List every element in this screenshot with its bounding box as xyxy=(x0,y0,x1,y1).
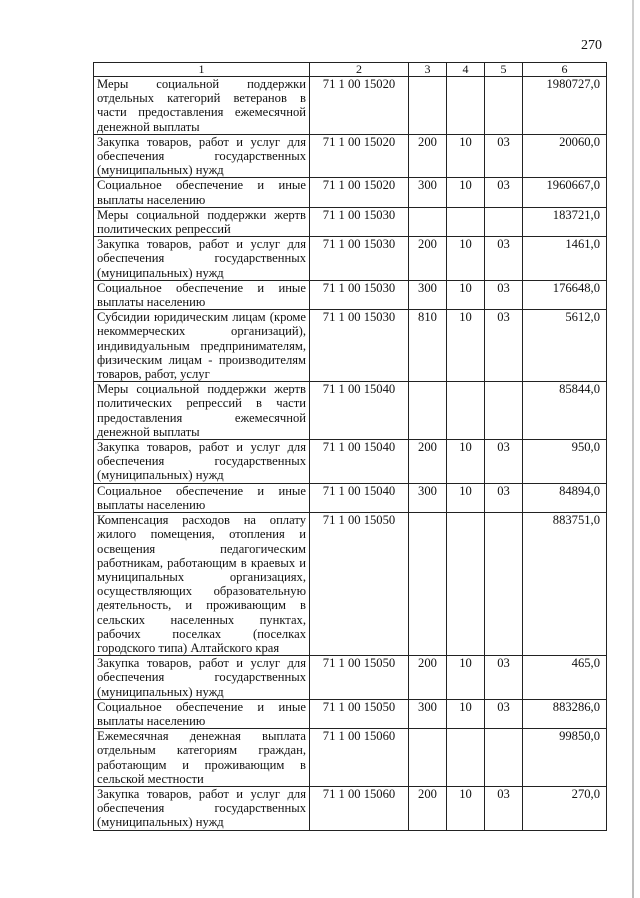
section-cell: 10 xyxy=(447,656,485,700)
target-code-cell: 71 1 00 15050 xyxy=(310,699,409,728)
expense-type-cell xyxy=(409,207,447,236)
target-code-cell: 71 1 00 15060 xyxy=(310,729,409,787)
section-cell xyxy=(447,382,485,440)
expense-type-cell: 300 xyxy=(409,699,447,728)
subsection-cell: 03 xyxy=(485,237,523,281)
page-number: 270 xyxy=(581,38,602,53)
target-code-cell: 71 1 00 15030 xyxy=(310,280,409,309)
section-cell: 10 xyxy=(447,178,485,207)
expense-type-cell: 200 xyxy=(409,237,447,281)
header-col-5: 5 xyxy=(485,63,523,77)
budget-table xyxy=(93,62,607,831)
target-code-cell: 71 1 00 15040 xyxy=(310,483,409,512)
section-cell: 10 xyxy=(447,134,485,178)
subsection-cell: 03 xyxy=(485,310,523,382)
amount-cell: 20060,0 xyxy=(523,134,607,178)
section-cell: 10 xyxy=(447,440,485,484)
target-code-cell: 71 1 00 15020 xyxy=(310,77,409,135)
target-code-cell: 71 1 00 15040 xyxy=(310,440,409,484)
subsection-cell xyxy=(485,382,523,440)
expense-name-cell: Социальное обеспечение и иные выплаты населению xyxy=(94,280,310,309)
table-row xyxy=(94,77,607,135)
table-row xyxy=(94,656,607,700)
table-header xyxy=(94,63,607,77)
table-row xyxy=(94,786,607,830)
table-row xyxy=(94,513,607,656)
section-cell: 10 xyxy=(447,699,485,728)
amount-cell: 950,0 xyxy=(523,440,607,484)
amount-cell: 5612,0 xyxy=(523,310,607,382)
table-body xyxy=(94,77,607,831)
expense-name-cell: Меры социальной поддержки жертв политических репрессий в части предоставления ежемесячной денежной выплаты xyxy=(94,382,310,440)
expense-type-cell xyxy=(409,77,447,135)
target-code-cell: 71 1 00 15030 xyxy=(310,237,409,281)
table-row xyxy=(94,382,607,440)
subsection-cell: 03 xyxy=(485,656,523,700)
amount-cell: 1960667,0 xyxy=(523,178,607,207)
expense-type-cell: 200 xyxy=(409,786,447,830)
table-row xyxy=(94,310,607,382)
expense-type-cell: 810 xyxy=(409,310,447,382)
section-cell: 10 xyxy=(447,786,485,830)
expense-name-cell: Социальное обеспечение и иные выплаты населению xyxy=(94,483,310,512)
expense-name-cell: Закупка товаров, работ и услуг для обеспечения государственных (муниципальных) нужд xyxy=(94,656,310,700)
subsection-cell xyxy=(485,207,523,236)
amount-cell: 270,0 xyxy=(523,786,607,830)
expense-name-cell: Компенсация расходов на оплату жилого помещения, отопления и освещения педагогическим работникам, работающим в краевых и муниципальных организациях, осуществляющих образовательную деятельность, и проживающим в сельских населенных пунктах, рабочих поселках (поселках городского типа) Алтайского края xyxy=(94,513,310,656)
amount-cell: 1461,0 xyxy=(523,237,607,281)
expense-type-cell xyxy=(409,513,447,656)
section-cell: 10 xyxy=(447,310,485,382)
expense-name-cell: Субсидии юридическим лицам (кроме некоммерческих организаций), индивидуальным предпринимателям, физическим лицам - производителям товаров, работ, услуг xyxy=(94,310,310,382)
expense-type-cell: 300 xyxy=(409,483,447,512)
expense-type-cell: 300 xyxy=(409,280,447,309)
amount-cell: 176648,0 xyxy=(523,280,607,309)
table-row xyxy=(94,237,607,281)
amount-cell: 84894,0 xyxy=(523,483,607,512)
expense-type-cell: 200 xyxy=(409,440,447,484)
subsection-cell: 03 xyxy=(485,134,523,178)
subsection-cell: 03 xyxy=(485,699,523,728)
target-code-cell: 71 1 00 15040 xyxy=(310,382,409,440)
table-row xyxy=(94,729,607,787)
subsection-cell xyxy=(485,513,523,656)
subsection-cell: 03 xyxy=(485,786,523,830)
table-row xyxy=(94,134,607,178)
expense-name-cell: Социальное обеспечение и иные выплаты населению xyxy=(94,178,310,207)
expense-type-cell xyxy=(409,729,447,787)
expense-name-cell: Социальное обеспечение и иные выплаты населению xyxy=(94,699,310,728)
amount-cell: 883751,0 xyxy=(523,513,607,656)
table-row xyxy=(94,280,607,309)
header-col-3: 3 xyxy=(409,63,447,77)
target-code-cell: 71 1 00 15030 xyxy=(310,207,409,236)
subsection-cell: 03 xyxy=(485,440,523,484)
subsection-cell: 03 xyxy=(485,178,523,207)
section-cell xyxy=(447,207,485,236)
table-row xyxy=(94,483,607,512)
expense-name-cell: Закупка товаров, работ и услуг для обеспечения государственных (муниципальных) нужд xyxy=(94,786,310,830)
expense-type-cell xyxy=(409,382,447,440)
amount-cell: 99850,0 xyxy=(523,729,607,787)
section-cell xyxy=(447,513,485,656)
section-cell: 10 xyxy=(447,237,485,281)
target-code-cell: 71 1 00 15050 xyxy=(310,656,409,700)
expense-name-cell: Ежемесячная денежная выплата отдельным категориям граждан, работающим и проживающим в сельской местности xyxy=(94,729,310,787)
target-code-cell: 71 1 00 15030 xyxy=(310,310,409,382)
target-code-cell: 71 1 00 15050 xyxy=(310,513,409,656)
table-row xyxy=(94,207,607,236)
section-cell xyxy=(447,77,485,135)
expense-type-cell: 200 xyxy=(409,134,447,178)
amount-cell: 183721,0 xyxy=(523,207,607,236)
header-row xyxy=(94,63,607,77)
header-col-1: 1 xyxy=(94,63,310,77)
expense-name-cell: Закупка товаров, работ и услуг для обеспечения государственных (муниципальных) нужд xyxy=(94,237,310,281)
amount-cell: 883286,0 xyxy=(523,699,607,728)
subsection-cell xyxy=(485,77,523,135)
target-code-cell: 71 1 00 15020 xyxy=(310,134,409,178)
subsection-cell xyxy=(485,729,523,787)
subsection-cell: 03 xyxy=(485,280,523,309)
table-row xyxy=(94,440,607,484)
amount-cell: 1980727,0 xyxy=(523,77,607,135)
page-edge-shadow xyxy=(632,0,634,898)
expense-name-cell: Закупка товаров, работ и услуг для обеспечения государственных (муниципальных) нужд xyxy=(94,134,310,178)
section-cell: 10 xyxy=(447,280,485,309)
expense-type-cell: 200 xyxy=(409,656,447,700)
header-col-2: 2 xyxy=(310,63,409,77)
section-cell: 10 xyxy=(447,483,485,512)
expense-name-cell: Меры социальной поддержки отдельных категорий ветеранов в части предоставления ежемесячной денежной выплаты xyxy=(94,77,310,135)
expense-name-cell: Закупка товаров, работ и услуг для обеспечения государственных (муниципальных) нужд xyxy=(94,440,310,484)
amount-cell: 465,0 xyxy=(523,656,607,700)
header-col-6: 6 xyxy=(523,63,607,77)
section-cell xyxy=(447,729,485,787)
table-row xyxy=(94,178,607,207)
header-col-4: 4 xyxy=(447,63,485,77)
target-code-cell: 71 1 00 15060 xyxy=(310,786,409,830)
expense-name-cell: Меры социальной поддержки жертв политических репрессий xyxy=(94,207,310,236)
target-code-cell: 71 1 00 15020 xyxy=(310,178,409,207)
subsection-cell: 03 xyxy=(485,483,523,512)
amount-cell: 85844,0 xyxy=(523,382,607,440)
table-row xyxy=(94,699,607,728)
expense-type-cell: 300 xyxy=(409,178,447,207)
